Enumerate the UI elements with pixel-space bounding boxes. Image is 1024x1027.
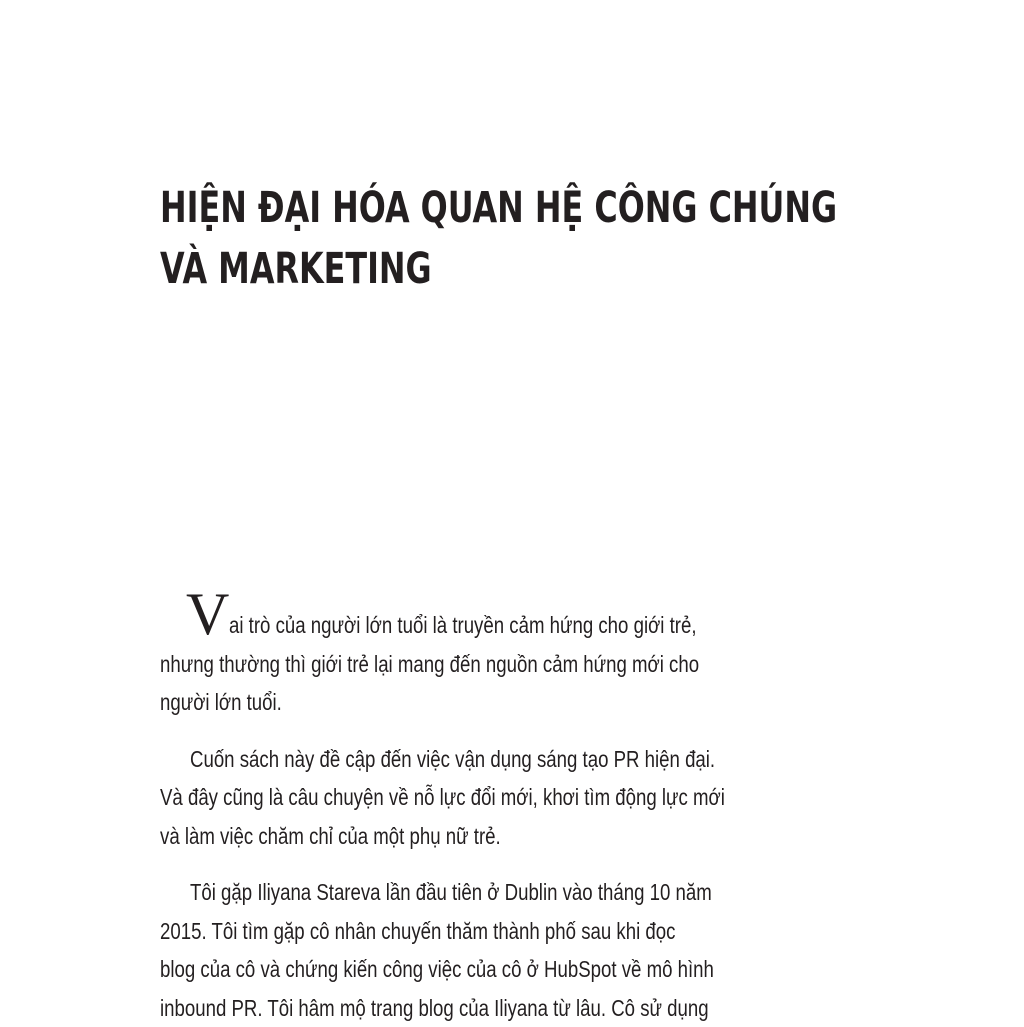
paragraph-line: inbound PR. Tôi hâm mộ trang blog của Iliyana từ lâu. Cô sử dụng (160, 989, 772, 1027)
paragraph-line: blog của cô và chứng kiến công việc của cô ở HubSpot về mô hình (160, 950, 772, 989)
chapter-title-line-1: HIỆN ĐẠI HÓA QUAN HỆ CÔNG CHÚNG (160, 178, 634, 239)
paragraph-line: ai trò của người lớn tuổi là truyền cảm hứng cho giới trẻ, (160, 606, 772, 645)
paragraph-3 (160, 873, 772, 1027)
paragraph-2 (160, 740, 772, 856)
paragraph-line: nhưng thường thì giới trẻ lại mang đến nguồn cảm hứng mới cho (160, 645, 772, 684)
intro-paragraph (160, 606, 772, 722)
paragraph-line: Và đây cũng là câu chuyện về nỗ lực đổi mới, khơi tìm động lực mới (160, 778, 772, 817)
body-text (160, 606, 772, 1027)
paragraph-line: Cuốn sách này đề cập đến việc vận dụng sáng tạo PR hiện đại. (160, 740, 772, 779)
chapter-title-line-2: VÀ MARKETING (160, 239, 634, 300)
paragraph-line: và làm việc chăm chỉ của một phụ nữ trẻ. (160, 817, 772, 856)
paragraph-line: 2015. Tôi tìm gặp cô nhân chuyến thăm thành phố sau khi đọc (160, 912, 772, 951)
paragraph-line: Tôi gặp Iliyana Stareva lần đầu tiên ở Dublin vào tháng 10 năm (160, 873, 772, 912)
chapter-title (160, 178, 634, 300)
drop-cap: V (186, 584, 229, 644)
paragraph-line: người lớn tuổi. (160, 683, 772, 722)
